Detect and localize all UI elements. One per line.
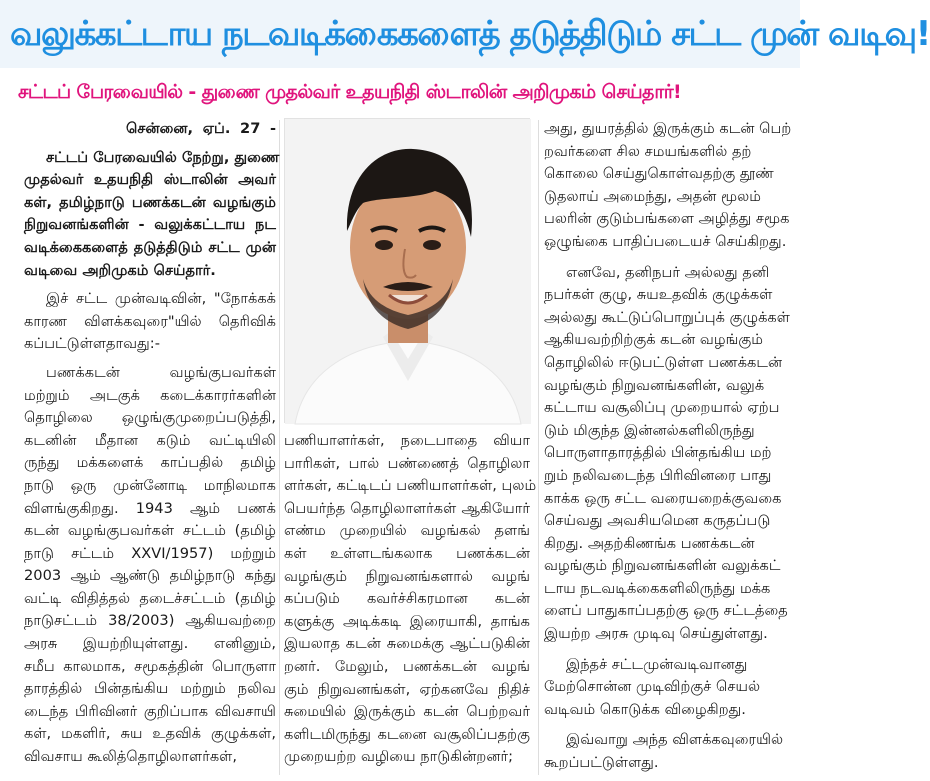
- text-line: களுக்கு அடிக்கடி இரையாகி, தாங்க: [284, 612, 530, 630]
- lead-paragraph: [24, 147, 280, 283]
- text-line: பலரின் குடும்பங்களை அழித்து சமூக: [544, 210, 790, 228]
- text-line: கொலை செய்துகொள்வதற்கு தூண்: [544, 165, 774, 183]
- text-line: சட்டப் பேரவையில் நேற்று, துணை: [46, 148, 280, 166]
- column-divider: [279, 120, 280, 775]
- text-line: வடிவை அறிமுகம் செய்தார்.: [24, 261, 216, 279]
- text-line: முறையற்ற வழியை நாடுகின்றனர்;: [284, 748, 514, 766]
- text-line: றும் நலிவடைந்த பிரிவினரை பாது: [544, 466, 772, 484]
- portrait-illustration: [285, 119, 531, 424]
- text-line: கப்படும் கவர்ச்சிகரமான கடன்: [284, 590, 530, 608]
- text-line: ளர்கள், கட்டிடப் பணியாளர்கள், புலம்: [284, 477, 537, 495]
- text-line: வடிக்கைகளைத் தடுத்திடும் சட்ட முன்: [24, 238, 276, 256]
- text-line: அல்லது கூட்டுப்பொறுப்புக் குழுக்கள்: [544, 308, 790, 326]
- intro-paragraph: [24, 288, 276, 356]
- text-line: டும் மிகுந்த இன்னல்களிலிருந்து: [544, 421, 755, 439]
- text-line: சுமையில் இருக்கும் கடன் பெற்றவர்: [284, 703, 530, 721]
- text-line: வழங்கும் நிறுவனங்களால் வழங்: [284, 567, 530, 585]
- text-line: டாய நடவடிக்கைகளிலிருந்து மக்க: [544, 579, 771, 597]
- headline: வலுக்கட்டாய நடவடிக்கைகளைத் தடுத்திடும் சட்ட முன் வடிவு!: [0, 0, 800, 68]
- column-divider: [538, 120, 539, 775]
- body-paragraph: [544, 118, 800, 254]
- text-line: கூறப்பட்டுள்ளது.: [544, 754, 659, 772]
- text-line: வழங்கும் நிறுவனங்களின் வலுக்கட்: [544, 557, 781, 575]
- text-line: ஒழுங்கை பாதிப்படையச் செய்கிறது.: [544, 232, 787, 250]
- article-column-1: [24, 118, 280, 781]
- text-line: காக்க ஒரு சட்ட வரையறைக்குவகை: [544, 489, 782, 507]
- body-paragraph: [544, 654, 800, 722]
- text-line: நிறுவனங்களின் - வலுக்கட்டாய நட: [24, 216, 276, 234]
- text-line: நாடுசட்டம் 38/2003) ஆகியவற்றை: [24, 612, 276, 630]
- body-paragraph: [544, 729, 800, 774]
- text-line: றனர். மேலும், பணக்கடன் வழங்: [284, 657, 530, 675]
- text-line: இயற்ற அரசு முடிவு செய்துள்ளது.: [544, 625, 768, 643]
- text-line: செய்வது அவசியமென கருதப்படு: [544, 512, 771, 530]
- text-line: ஆகியவற்றிற்குக் கடன் வழங்கும்: [544, 331, 764, 349]
- text-line: பொருளாதாரத்தில் பின்தங்கிய மற்: [544, 444, 772, 462]
- text-line: பணியாளர்கள், நடைபாதை வியா: [284, 432, 530, 449]
- text-line: கும் நிறுவனங்கள், ஏற்கனவே நிதிச்: [284, 680, 530, 698]
- text-line: நாடு ஒரு முன்னோடி மாநிலமாக: [24, 476, 276, 494]
- text-line: பாரிகள், பால் பண்ணைத் தொழிலா: [284, 454, 530, 472]
- text-line: முதல்வர் உதயநிதி ஸ்டாலின் அவர்: [24, 171, 276, 189]
- text-line: விளங்குகிறது. 1943 ஆம் பணக்: [24, 499, 276, 517]
- text-line: தொழிலை ஒழுங்குமுறைப்படுத்தி,: [24, 409, 276, 427]
- body-paragraph: [544, 262, 800, 646]
- text-line: காரண விளக்கவுரை"யில் தெரிவிக்: [24, 312, 276, 330]
- text-line: களிடமிருந்து கடனை வசூலிப்பதற்கு: [284, 725, 530, 743]
- text-line: எண்ம முறையில் வழங்கல் தளங்: [284, 522, 530, 540]
- text-line: கடன் வழங்குபவர்கள் சட்டம் (தமிழ்: [24, 522, 276, 540]
- text-line: தாரத்தில் பின்தங்கிய மற்றும் நலிவ: [24, 680, 276, 698]
- text-line: இந்தச் சட்டமுன்வடிவானது: [566, 655, 748, 673]
- text-line: ளைப் பாதுகாப்பதற்கு ஒரு சட்டத்தை: [544, 602, 788, 620]
- text-line: டைந்த பிரிவினர் குறிப்பாக விவசாயி: [24, 702, 276, 720]
- text-line: கள், மகளிர், சுய உதவிக் குழுக்கள்,: [24, 725, 276, 743]
- text-line: இயலாத கடன் சுமைக்கு ஆட்படுகின்: [284, 635, 530, 653]
- text-line: வடிவம் கொடுக்க விழைகிறது.: [544, 700, 746, 718]
- text-line: நாடு சட்டம் XXVI/1957) மற்றும்: [24, 544, 276, 562]
- text-line: 2003 ஆம் ஆண்டு தமிழ்நாடு கந்து: [24, 567, 276, 585]
- text-line: கடனின் மீதான கடும் வட்டியிலி: [24, 431, 276, 449]
- text-line: கட்டாய வசூலிப்பு முறையால் ஏற்ப: [544, 399, 780, 417]
- text-line: எனவே, தனிநபர் அல்லது தனி: [566, 263, 770, 281]
- article-column-3: [544, 118, 800, 781]
- text-line: பணக்கடன் வழங்குபவர்கள்: [46, 363, 276, 381]
- text-line: மேற்சொன்ன முடிவிற்குச் செயல்: [544, 678, 761, 696]
- text-line: கப்பட்டுள்ளதாவது:-: [24, 335, 160, 353]
- text-line: வட்டி விதித்தல் தடைச்சட்டம் (தமிழ்: [24, 589, 276, 607]
- text-line: அது, துயரத்தில் இருக்கும் கடன் பெற்: [544, 120, 792, 137]
- text-line: அரசு இயற்றியுள்ளது. எனினும்,: [24, 635, 276, 653]
- text-line: தொழிலில் ஈடுபட்டுள்ள பணக்கடன்: [544, 353, 783, 371]
- text-line: விவசாய கூலித்தொழிலாளர்கள்,: [24, 748, 237, 766]
- body-paragraph: [24, 362, 276, 769]
- text-line: இச் சட்ட முன்வடிவின், "நோக்கக்: [46, 290, 276, 308]
- dateline: சென்னை, ஏப். 27 -: [126, 120, 276, 137]
- text-line: கள், தமிழ்நாடு பணக்கடன் வழங்கும்: [24, 193, 276, 211]
- portrait-photo: [284, 118, 530, 423]
- text-line: மற்றும் அடகுக் கடைக்காரர்களின்: [24, 386, 276, 404]
- text-line: கிறது. அதற்கிணங்க பணக்கடன்: [544, 534, 755, 552]
- text-line: கள் உள்ளடங்கலாக பணக்கடன்: [284, 544, 530, 562]
- text-line: றவர்களை சில சமயங்களில் தற்: [544, 142, 752, 160]
- text-line: டுதலாய் அமைந்து, அதன் மூலம்: [544, 187, 762, 205]
- text-line: நபர்கள் குழு, சுயஉதவிக் குழுக்கள்: [544, 286, 773, 304]
- article-column-2: [284, 430, 537, 781]
- text-line: வழங்கும் நிறுவனங்களின், வலுக்: [544, 376, 765, 394]
- text-line: இவ்வாறு அந்த விளக்கவுரையில்: [566, 731, 784, 749]
- subheadline: சட்டப் பேரவையில் - துணை முதல்வர் உதயநிதி ஸ்டாலின் அறிமுகம் செய்தார்!: [18, 81, 682, 103]
- text-line: சமீப காலமாக, சமூகத்தின் பொருளா: [24, 657, 276, 675]
- text-line: ருந்து மக்களைக் காப்பதில் தமிழ்: [24, 454, 276, 472]
- text-line: பெயர்ந்த தொழிலாளர்கள் ஆகியோர்: [284, 499, 530, 517]
